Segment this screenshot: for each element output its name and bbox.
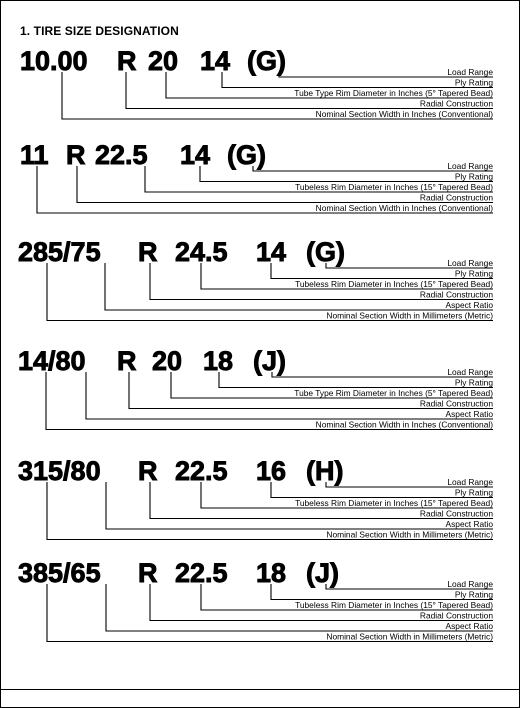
size-segment: (G): [247, 46, 286, 76]
callout-label: Load Range: [447, 367, 493, 377]
size-segment: 18: [203, 346, 234, 376]
size-segment: R: [138, 558, 158, 588]
footer-rule: [1, 689, 519, 690]
designation-block: [18, 558, 493, 642]
callout-label: Nominal Section Width in Inches (Conventional): [315, 419, 493, 430]
callout-label: Aspect Ratio: [445, 409, 493, 419]
size-segment: 14: [256, 237, 287, 267]
size-segment: 14/80: [18, 346, 86, 376]
size-segment: R: [117, 46, 137, 76]
size-segment: 315/80: [18, 456, 101, 486]
designation-block: [20, 46, 493, 119]
callout-label: Tube Type Rim Diameter in Inches (5° Tapered Bead): [294, 388, 493, 398]
callout-label: Nominal Section Width in Inches (Conventional): [315, 109, 493, 119]
size-segment: 22.5: [175, 456, 228, 486]
callout-label: Tubeless Rim Diameter in Inches (15° Tapered Bead): [295, 600, 493, 610]
designation-block: [18, 346, 493, 430]
designation-block: [20, 140, 493, 213]
designation-block: [18, 456, 493, 540]
size-segment: 10.00: [20, 46, 88, 76]
callout-label: Load Range: [447, 67, 493, 77]
size-segment: R: [117, 346, 137, 376]
callout-label: Nominal Section Width in Millimeters (Metric): [326, 529, 493, 540]
callout-label: Load Range: [447, 477, 493, 487]
callout-label: Nominal Section Width in Millimeters (Metric): [326, 310, 493, 321]
size-segment: 18: [256, 558, 287, 588]
callout-label: Radial Construction: [419, 398, 493, 409]
callout-label: Radial Construction: [419, 289, 493, 300]
callout-label: Ply Rating: [454, 171, 493, 182]
callout-label: Nominal Section Width in Millimeters (Metric): [326, 631, 493, 642]
callout-label: Radial Construction: [419, 508, 493, 519]
size-segment: 20: [148, 46, 179, 76]
callout-label: Ply Rating: [454, 268, 493, 279]
size-segment: R: [138, 456, 158, 486]
size-segment: (G): [227, 140, 266, 170]
size-segment: R: [138, 237, 158, 267]
size-segment: 285/75: [18, 237, 101, 267]
callout-label: Radial Construction: [419, 98, 493, 109]
callout-label: Nominal Section Width in Inches (Conventional): [315, 203, 493, 213]
callout-label: Tube Type Rim Diameter in Inches (5° Tapered Bead): [294, 88, 493, 98]
size-segment: 14: [200, 46, 231, 76]
callout-label: Ply Rating: [454, 589, 493, 600]
size-segment: 11: [20, 140, 49, 170]
size-segment: 22.5: [95, 140, 148, 170]
callout-label: Load Range: [447, 579, 493, 589]
size-segment: (G): [306, 237, 345, 267]
size-segment: 20: [152, 346, 183, 376]
size-segment: 24.5: [175, 237, 228, 267]
callout-label: Ply Rating: [454, 377, 493, 388]
size-segment: (J): [253, 346, 286, 376]
size-segment: 14: [180, 140, 211, 170]
callout-label: Aspect Ratio: [445, 519, 493, 529]
callout-label: Ply Rating: [454, 487, 493, 498]
size-segment: 16: [256, 456, 287, 486]
callout-label: Load Range: [447, 161, 493, 171]
section-heading: 1. TIRE SIZE DESIGNATION: [20, 24, 179, 38]
callout-label: Load Range: [447, 258, 493, 268]
size-segment: 385/65: [18, 558, 101, 588]
callout-label: Aspect Ratio: [445, 621, 493, 631]
callout-label: Radial Construction: [419, 610, 493, 621]
callout-label: Tubeless Rim Diameter in Inches (15° Tapered Bead): [295, 182, 493, 192]
size-segment: (J): [306, 558, 339, 588]
callout-label: Radial Construction: [419, 192, 493, 203]
callout-label: Tubeless Rim Diameter in Inches (15° Tapered Bead): [295, 279, 493, 289]
size-segment: 22.5: [175, 558, 228, 588]
callout-label: Tubeless Rim Diameter in Inches (15° Tapered Bead): [295, 498, 493, 508]
designation-block: [18, 237, 493, 321]
size-segment: (H): [306, 456, 344, 486]
size-segment: R: [66, 140, 86, 170]
callout-label: Aspect Ratio: [445, 300, 493, 310]
callout-label: Ply Rating: [454, 77, 493, 88]
